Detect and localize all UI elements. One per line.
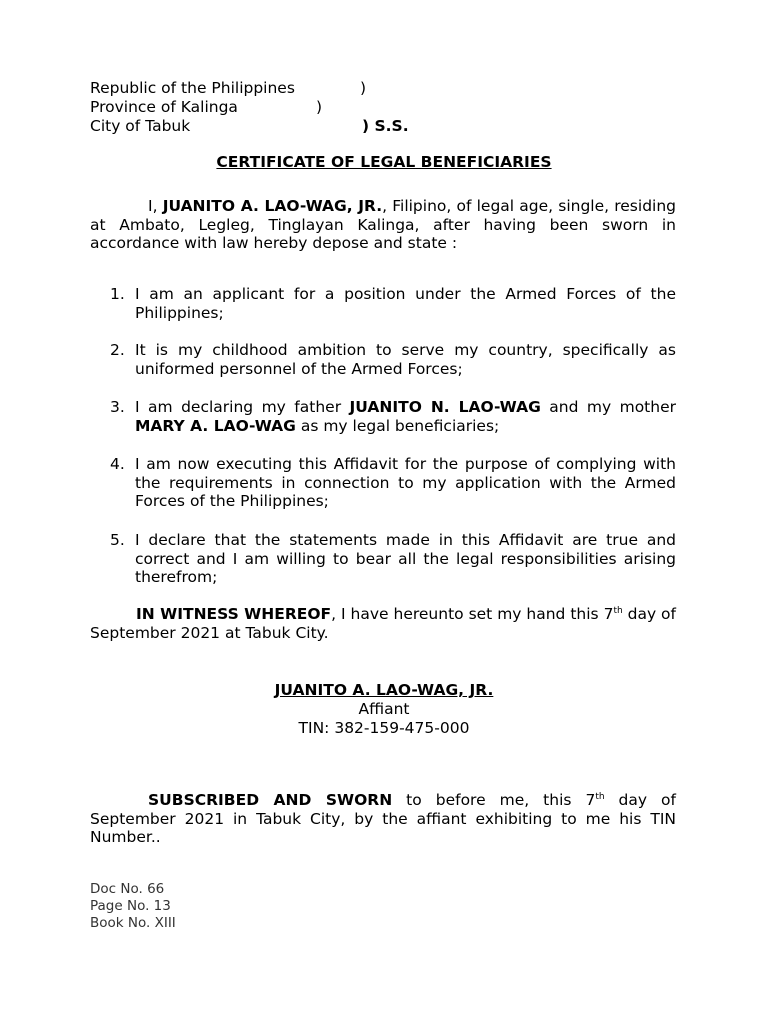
venue-city-text: City of Tabuk	[90, 117, 191, 135]
item-number: 1.	[110, 285, 125, 303]
witness-paragraph	[90, 605, 676, 642]
item-number: 3.	[110, 398, 125, 416]
book-number: Book No. XIII	[90, 915, 176, 931]
list-item	[110, 455, 676, 511]
mother-name: MARY A. LAO-WAG	[135, 416, 296, 435]
witness-text: , I have hereunto set my hand this	[331, 605, 604, 623]
signature-block	[0, 681, 768, 738]
venue-republic-text: Republic of the Philippines	[90, 79, 295, 97]
list-item	[110, 341, 676, 378]
item-text-mid: and my mother	[540, 398, 676, 416]
jurat-heading: SUBSCRIBED AND SWORN	[148, 791, 393, 809]
venue-ss: S.S.	[374, 117, 409, 135]
item-text: I am now executing this Affidavit for the purpose of complying with the requirements in connection to my application with the Armed Forces of the Philippines;	[135, 455, 676, 510]
list-item	[110, 531, 676, 587]
item-text-post: as my legal beneficiaries;	[295, 416, 500, 435]
father-name: JUANITO N. LAO-WAG	[349, 398, 541, 416]
venue-paren: )	[360, 79, 367, 97]
intro-text: , Filipino, of legal age, single, residing at Ambato, Legleg, Tinglayan Kalinga, after having been sworn in accordance with law hereby depose and state :	[90, 197, 676, 252]
witness-day: 7	[603, 605, 614, 623]
item-text	[135, 398, 676, 435]
jurat-paragraph	[90, 791, 676, 847]
jurat-text: to before me, this 7	[392, 791, 596, 809]
document-title: CERTIFICATE OF LEGAL BENEFICIARIES	[216, 153, 552, 171]
venue-block	[90, 79, 409, 136]
page-number: Page No. 13	[90, 898, 171, 914]
item-text: It is my childhood ambition to serve my country, specifically as uniformed personnel of the Armed Forces;	[135, 341, 676, 378]
jurat-text-end: day of September 2021 in Tabuk City, by the affiant exhibiting to me his TIN Number..	[90, 791, 676, 846]
affiant-role: Affiant	[358, 700, 410, 718]
affiant-name: JUANITO A. LAO-WAG, JR.	[274, 681, 494, 699]
venue-line-province	[90, 98, 323, 117]
intro-pronoun: I,	[148, 197, 163, 215]
affiant-tin: TIN: 382-159-475-000	[298, 719, 470, 737]
venue-paren: )	[316, 98, 323, 116]
item-number: 4.	[110, 455, 125, 473]
intro-name: JUANITO A. LAO-WAG, JR.	[162, 197, 383, 215]
witness-heading: IN WITNESS WHEREOF	[136, 605, 332, 623]
item-text: I declare that the statements made in this Affidavit are true and correct and I am willing to bear all the legal responsibilities arising therefrom;	[135, 531, 676, 586]
notarial-register	[90, 881, 176, 932]
intro-paragraph	[90, 197, 676, 253]
item-number: 5.	[110, 531, 125, 549]
item-text: I am an applicant for a position under the Armed Forces of the Philippines;	[135, 285, 676, 322]
venue-line-city	[90, 117, 409, 136]
list-item	[110, 398, 676, 435]
witness-day-suffix: th	[613, 606, 623, 616]
item-text-pre: I am declaring my father	[135, 398, 350, 416]
venue-paren: )	[362, 117, 370, 135]
doc-number: Doc No. 66	[90, 881, 165, 897]
witness-text-end: day of September 2021 at Tabuk City.	[90, 605, 677, 642]
item-number: 2.	[110, 341, 125, 359]
list-item	[110, 285, 676, 322]
venue-line-republic	[90, 79, 367, 98]
venue-province-text: Province of Kalinga	[90, 98, 238, 116]
jurat-day-suffix: th	[595, 792, 605, 802]
